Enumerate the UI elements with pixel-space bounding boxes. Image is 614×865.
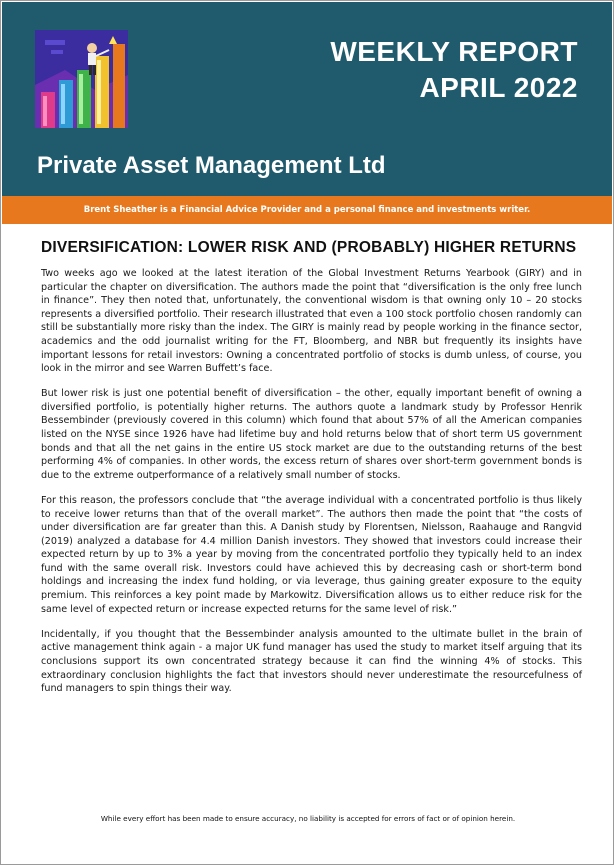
report-date: APRIL 2022 (419, 72, 578, 103)
article-paragraph: Incidentally, if you thought that the Bessembinder analysis amounted to the ultimate bullet in the brain of active management think again - a major UK fund manager has used the study to market itself arguing that its conclusions support its own concentrated strategy because it can find the winning 4% of stocks. This extraordinary conclusion highlights the fact that investors should never underestimate the resourcefulness of fund managers to spin things their way. (41, 628, 582, 695)
report-title: WEEKLY REPORT (330, 36, 578, 67)
article (41, 238, 582, 707)
article-paragraph: For this reason, the professors conclude that “the average individual with a concentrated portfolio is thus likely to receive lower returns than that of the overall market”. The authors then made the point that “the costs of under diversification are far greater than this. A Danish study by Florentsen, Nielsson, Raahauge and Rangvid (2019) analyzed a database for 4.4 million Danish investors. They showed that investors could increase their expected return by up to 3% a year by moving from the concentrated portfolio they typically held to an index fund with the same overall risk. Investors could have achieved this by decreasing cash or short-term bond holdings and increasing the index fund holding, or via leverage, thus gaining greater exposure to the equity premium. This reinforces a key point made by Markowitz. Diversification allows us to either reduce risk for the same level of expected return or increase expected returns for the same level of risk.” (41, 494, 582, 615)
article-paragraph: But lower risk is just one potential benefit of diversification – the other, equally important benefit of owning a diversified portfolio, is potentially higher returns. The authors quote a landmark study by Professor Henrik Bessembinder (previously covered in this column) which found that about 57% of all the American companies listed on the NYSE since 1926 have had lifetime buy and hold returns below that of short term US government bonds and that all the net gains in the entire US stock market are due to the outstanding returns of the best performing 4% of companies. In other words, the excess return of shares over short-term government bonds is due to the extreme outperformance of a relatively small number of stocks. (41, 388, 582, 481)
business-growth-logo (35, 30, 128, 128)
company-name: Private Asset Management Ltd (37, 152, 386, 179)
author-banner-text: Brent Sheather is a Financial Advice Provider and a personal finance and investments writer. (83, 205, 531, 215)
author-banner (2, 196, 612, 224)
article-body (41, 267, 582, 696)
article-headline: DIVERSIFICATION: LOWER RISK AND (PROBABLY) HIGHER RETURNS (41, 239, 577, 256)
article-paragraph: Two weeks ago we looked at the latest iteration of the Global Investment Returns Yearbook (GIRY) and in particular the chapter on diversification. The authors made the point that “diversification is the only free lunch in finance”. They then noted that, unfortunately, the conventional wisdom is that owning only 10 – 20 stocks represents a diversified portfolio. Their research illustrated that even a 100 stock portfolio chosen randomly can still be substantially more risky than the index. The GIRY is mainly read by people working in the finance sector, academics and the odd journalist writing for the FT, Bloomberg, and NBR but frequently its insights have important lessons for retail investors: Owning a concentrated portfolio of stocks is dumb unless, of course, you look in the mirror and see Warren Buffett’s face. (41, 268, 582, 375)
report-header (2, 2, 612, 196)
disclaimer: While every effort has been made to ensure accuracy, no liability is accepted for errors of fact or of opinion herein. (100, 814, 516, 823)
